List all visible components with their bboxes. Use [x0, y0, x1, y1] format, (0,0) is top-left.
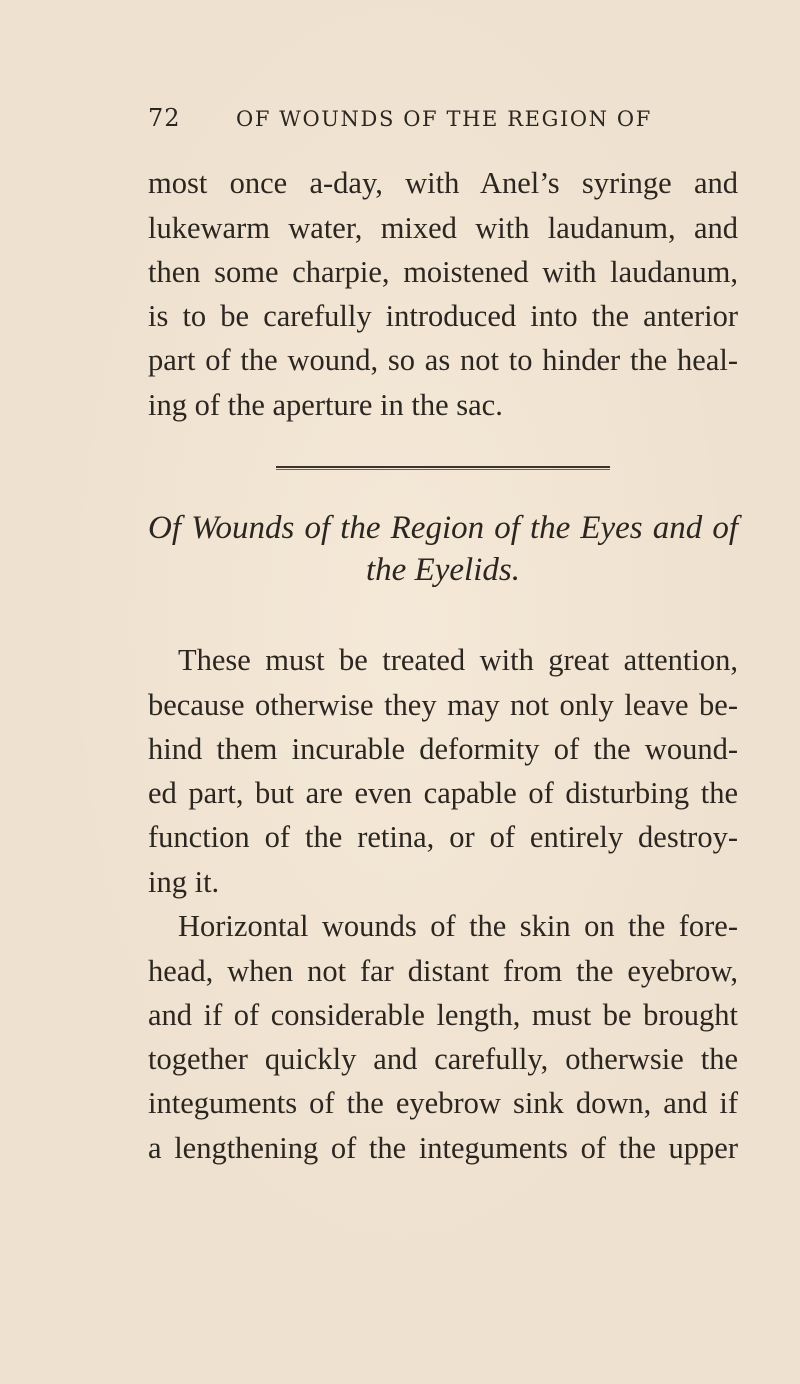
text-line: Horizontal wounds of the skin on the fore- — [178, 909, 738, 943]
page-number: 72 — [148, 104, 181, 132]
text-line: then some charpie, moistened with laudanum, — [148, 255, 738, 289]
text-line: ing of the aperture in the sac. — [148, 388, 503, 422]
text-line: ed part, but are even capable of disturbing the — [148, 776, 738, 810]
text-line: together quickly and carefully, otherwsie the — [148, 1042, 738, 1076]
text-line: is to be carefully introduced into the anterior — [148, 299, 738, 333]
running-head: OF WOUNDS OF THE REGION OF — [236, 107, 652, 131]
text-line: function of the retina, or of entirely destroy- — [148, 820, 738, 854]
text-line: integuments of the eyebrow sink down, and if — [148, 1086, 738, 1120]
text-line: most once a-day, with Anel’s syringe and — [148, 166, 738, 200]
section-divider — [276, 466, 610, 470]
text-line: a lengthening of the integuments of the upper — [148, 1131, 738, 1165]
section-heading: Of Wounds of the Region of the Eyes and of — [148, 510, 738, 546]
text-line: lukewarm water, mixed with laudanum, and — [148, 211, 738, 245]
text-line: because otherwise they may not only leave be- — [148, 688, 738, 722]
section-heading-continued: the Eyelids. — [366, 552, 520, 588]
page-header — [148, 104, 768, 136]
text-line: These must be treated with great attention, — [178, 643, 738, 677]
text-line: ing it. — [148, 865, 220, 899]
text-line: hind them incurable deformity of the wound- — [148, 732, 738, 766]
text-line: and if of considerable length, must be brought — [148, 998, 738, 1032]
text-line: head, when not far distant from the eyebrow, — [148, 954, 738, 988]
text-line: part of the wound, so as not to hinder the heal- — [148, 343, 738, 377]
